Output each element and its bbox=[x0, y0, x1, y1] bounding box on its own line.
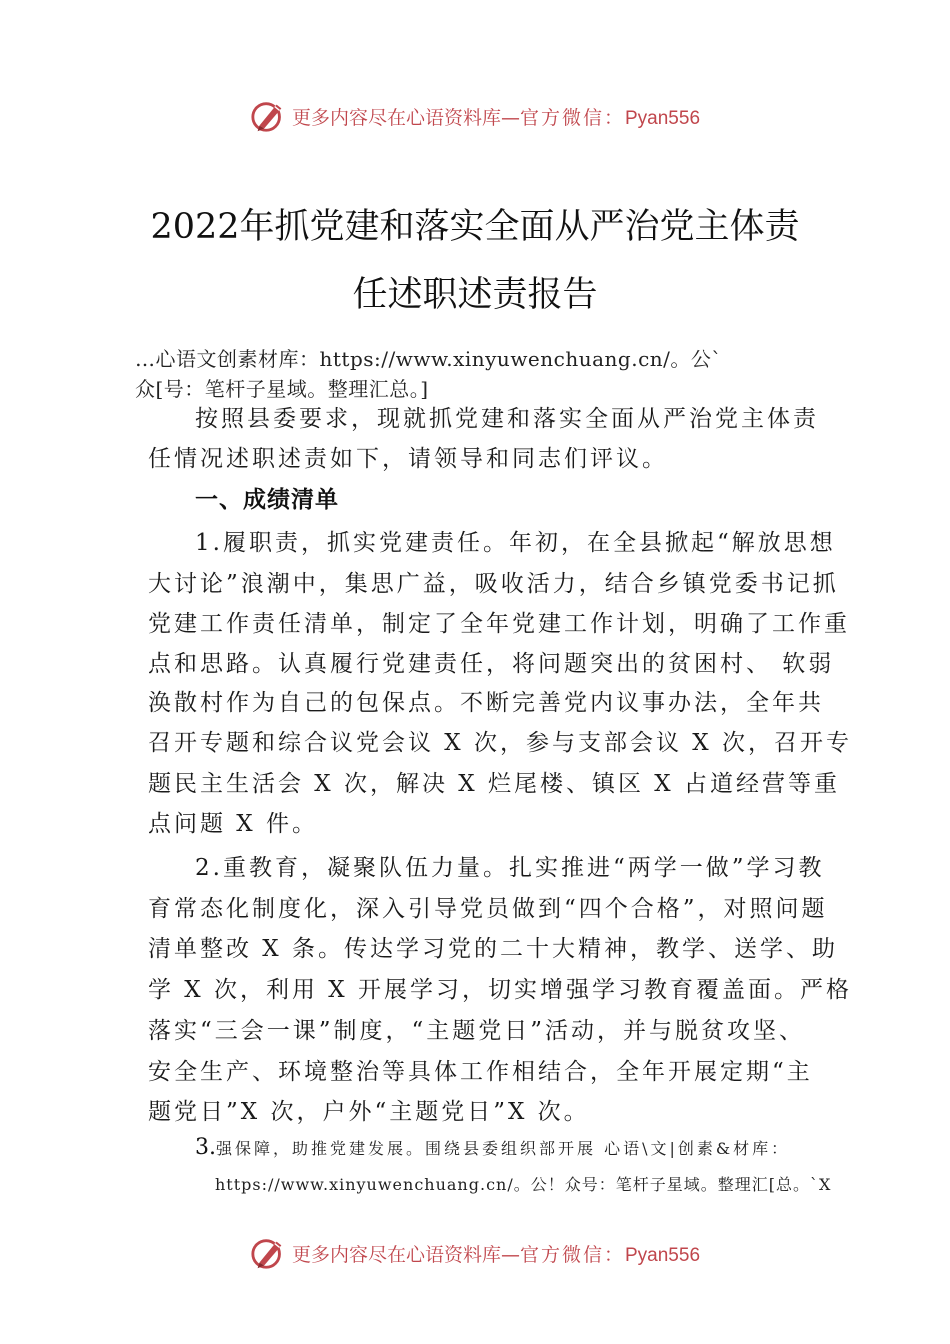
intro-line-2: 任情况述职述责如下，请领导和同志们评议。 bbox=[148, 446, 668, 472]
para2-line: 育常态化制度化，深入引导党员做到“四个合格”，对照问题 bbox=[148, 896, 828, 922]
para3-line-2: https://www.xinyuwenchuang.cn/。公！众号：笔杆子星域。整理汇[总。`X bbox=[215, 1175, 832, 1194]
banner-dash: — bbox=[500, 106, 520, 129]
banner-wechat-id: Pyan556 bbox=[625, 1244, 701, 1266]
page-title-line-1: 2022年抓党建和落实全面从严治党主体责 bbox=[150, 207, 800, 247]
banner-text bbox=[292, 103, 700, 130]
page-title-line-2: 任述职述责报告 bbox=[352, 275, 598, 315]
para1-line: 涣散村作为自己的包保点。不断完善党内议事办法，全年共 bbox=[148, 690, 824, 716]
pen-logo-icon bbox=[250, 97, 288, 135]
para2-line: 落实“三会一课”制度，“主题党日”活动，并与脱贫攻坚、 bbox=[148, 1018, 806, 1044]
para3-text: 强保障，助推党建发展。围绕县委组织部开展 心语\文|创素&材库： bbox=[216, 1139, 791, 1158]
banner-wechat-label: 官方微信： bbox=[519, 106, 625, 129]
para1-line: 党建工作责任清单，制定了全年党建工作计划，明确了工作重 bbox=[148, 611, 850, 637]
header-banner bbox=[0, 96, 950, 136]
banner-dash: — bbox=[500, 1243, 520, 1266]
para1-line: 召开专题和综合议党会议 X 次，参与支部会议 X 次，召开专 bbox=[148, 730, 852, 756]
banner-slogan: 更多内容尽在心语资料库 bbox=[291, 1243, 501, 1266]
banner-slogan: 更多内容尽在心语资料库 bbox=[291, 106, 501, 129]
para3-number: 3. bbox=[195, 1135, 216, 1160]
para1-line: 1.履职责，抓实党建责任。年初，在全县掀起“解放思想 bbox=[195, 530, 836, 556]
banner-wechat-id: Pyan556 bbox=[625, 107, 701, 129]
source-note-line-2: 众[号：笔杆子星域。整理汇总。] bbox=[135, 377, 429, 401]
para1-line: 大讨论”浪潮中，集思广益，吸收活力，结合乡镇党委书记抓 bbox=[148, 571, 839, 597]
banner-wechat-label: 官方微信： bbox=[519, 1243, 625, 1266]
para1-line: 点问题 X 件。 bbox=[148, 811, 318, 837]
footer-banner bbox=[0, 1233, 950, 1273]
banner-text bbox=[292, 1240, 700, 1267]
intro-line-1: 按照县委要求，现就抓党建和落实全面从严治党主体责 bbox=[195, 406, 819, 432]
para3-line-1 bbox=[195, 1135, 790, 1160]
para2-line: 学 X 次，利用 X 开展学习，切实增强学习教育覆盖面。严格 bbox=[148, 977, 852, 1003]
para2-line: 安全生产、环境整治等具体工作相结合，全年开展定期“主 bbox=[148, 1059, 813, 1085]
para2-line: 清单整改 X 条。传达学习党的二十大精神，教学、送学、助 bbox=[148, 936, 838, 962]
section-heading: 一、成绩清单 bbox=[195, 487, 339, 513]
para2-line: 2.重教育，凝聚队伍力量。扎实推进“两学一做”学习教 bbox=[195, 855, 825, 881]
pen-logo-icon bbox=[250, 1234, 288, 1272]
para1-line: 点和思路。认真履行党建责任，将问题突出的贫困村、 软弱 bbox=[148, 651, 835, 677]
source-note-line-1: …心语文创素材库：https://www.xinyuwenchuang.cn/。公` bbox=[135, 347, 722, 371]
para1-line: 题民主生活会 X 次，解决 X 烂尾楼、镇区 X 占道经营等重 bbox=[148, 771, 840, 797]
para2-line: 题党日”X 次，户外“主题党日”X 次。 bbox=[148, 1099, 590, 1125]
